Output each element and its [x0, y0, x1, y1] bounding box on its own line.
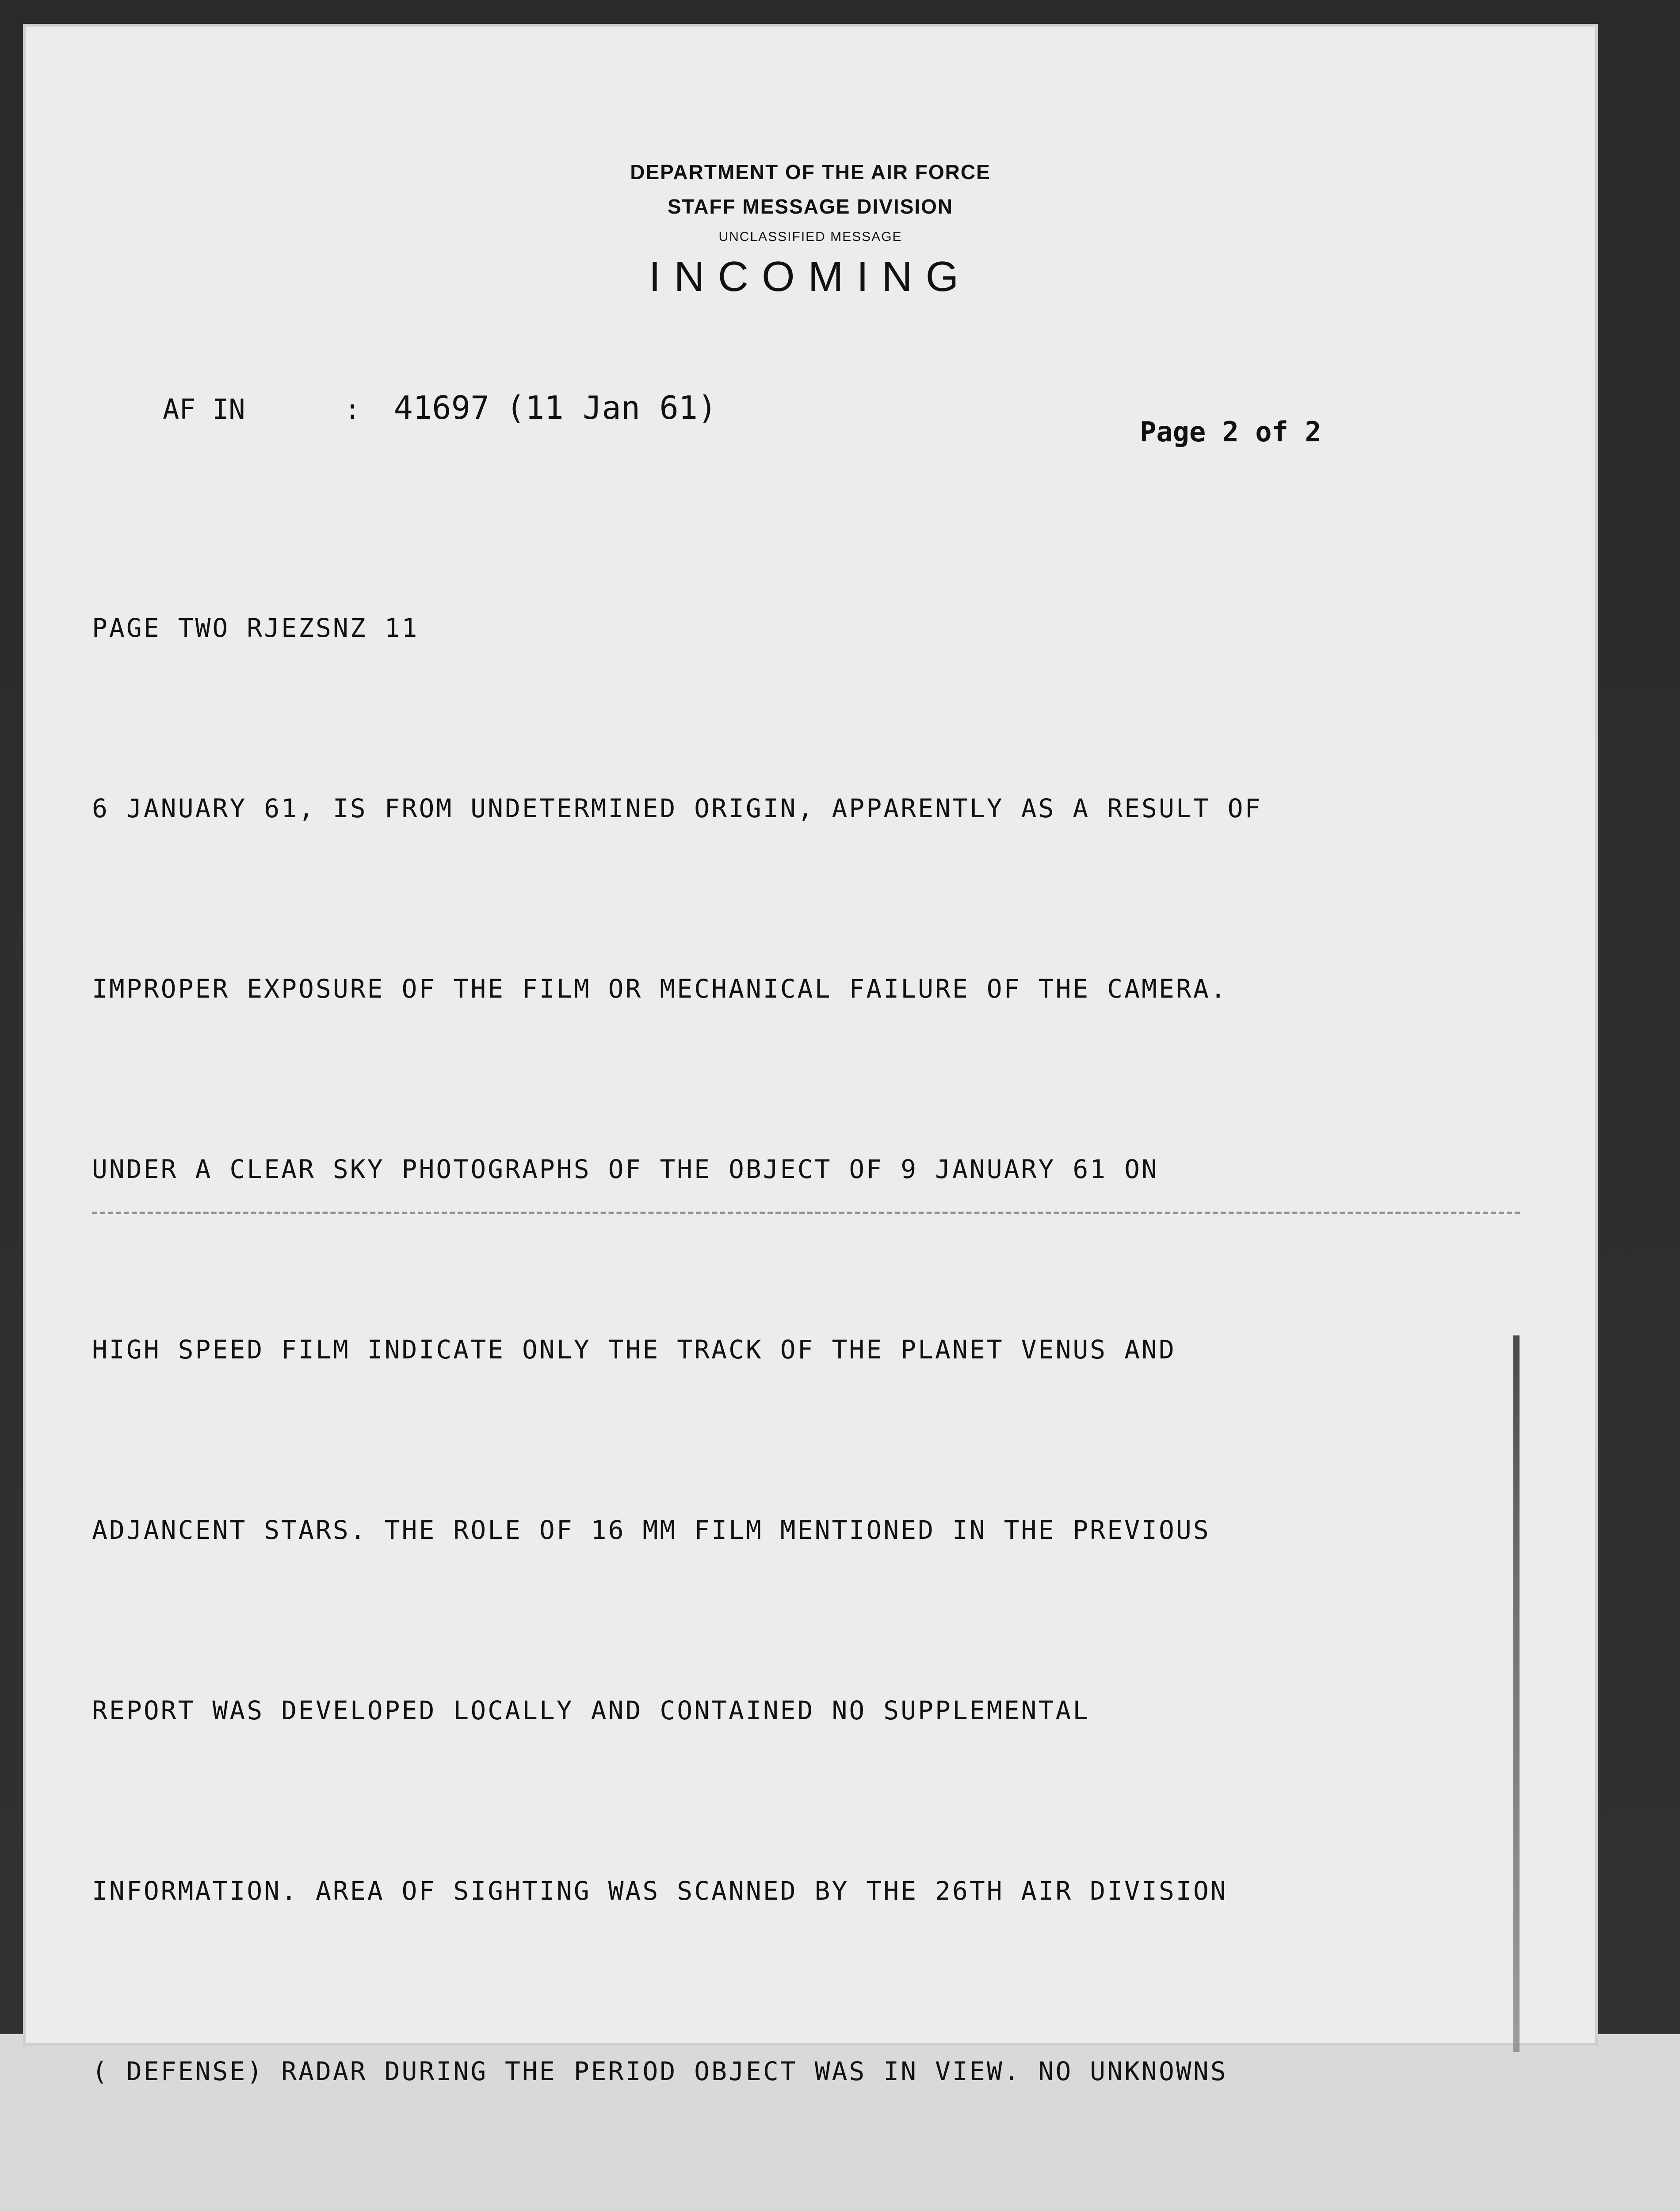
division-name: STAFF MESSAGE DIVISION: [667, 195, 954, 218]
page-indicator: Page 2 of 2: [1140, 416, 1321, 448]
body-line: ADJANCENT STARS. THE ROLE OF 16 MM FILM MENTIONED IN THE PREVIOUS: [92, 1515, 1210, 1545]
body-line: INFORMATION. AREA OF SIGHTING WAS SCANNED BY THE 26TH AIR DIVISION: [92, 1876, 1228, 1906]
body-line: HIGH SPEED FILM INDICATE ONLY THE TRACK OF THE PLANET VENUS AND: [92, 1335, 1176, 1365]
tear-line: [92, 1212, 1520, 1214]
reference-separator: :: [344, 393, 361, 425]
body-line: REPORT WAS DEVELOPED LOCALLY AND CONTAINED NO SUPPLEMENTAL: [92, 1695, 1090, 1725]
message-body: [92, 478, 1262, 2211]
message-date: (11 Jan 61): [506, 389, 717, 426]
department-name: DEPARTMENT OF THE AIR FORCE: [630, 161, 991, 184]
body-line: PAGE TWO RJEZSNZ 11: [92, 613, 419, 643]
body-line: 6 JANUARY 61, IS FROM UNDETERMINED ORIGIN, APPARENTLY AS A RESULT OF: [92, 793, 1262, 823]
message-header: [26, 155, 1595, 303]
message-reference: [163, 389, 717, 426]
af-in-label: AF IN: [163, 393, 245, 425]
scan-artifact: [1513, 1335, 1520, 2052]
message-sheet: [26, 27, 1595, 2086]
message-number: 41697: [393, 389, 490, 426]
classification-label: UNCLASSIFIED MESSAGE: [718, 230, 902, 244]
direction-label: INCOMING: [649, 253, 972, 300]
body-line: UNDER A CLEAR SKY PHOTOGRAPHS OF THE OBJECT OF 9 JANUARY 61 ON: [92, 1154, 1159, 1184]
body-line: IMPROPER EXPOSURE OF THE FILM OR MECHANICAL FAILURE OF THE CAMERA.: [92, 974, 1228, 1004]
body-line: ( DEFENSE) RADAR DURING THE PERIOD OBJECT WAS IN VIEW. NO UNKNOWNS: [92, 2056, 1228, 2086]
